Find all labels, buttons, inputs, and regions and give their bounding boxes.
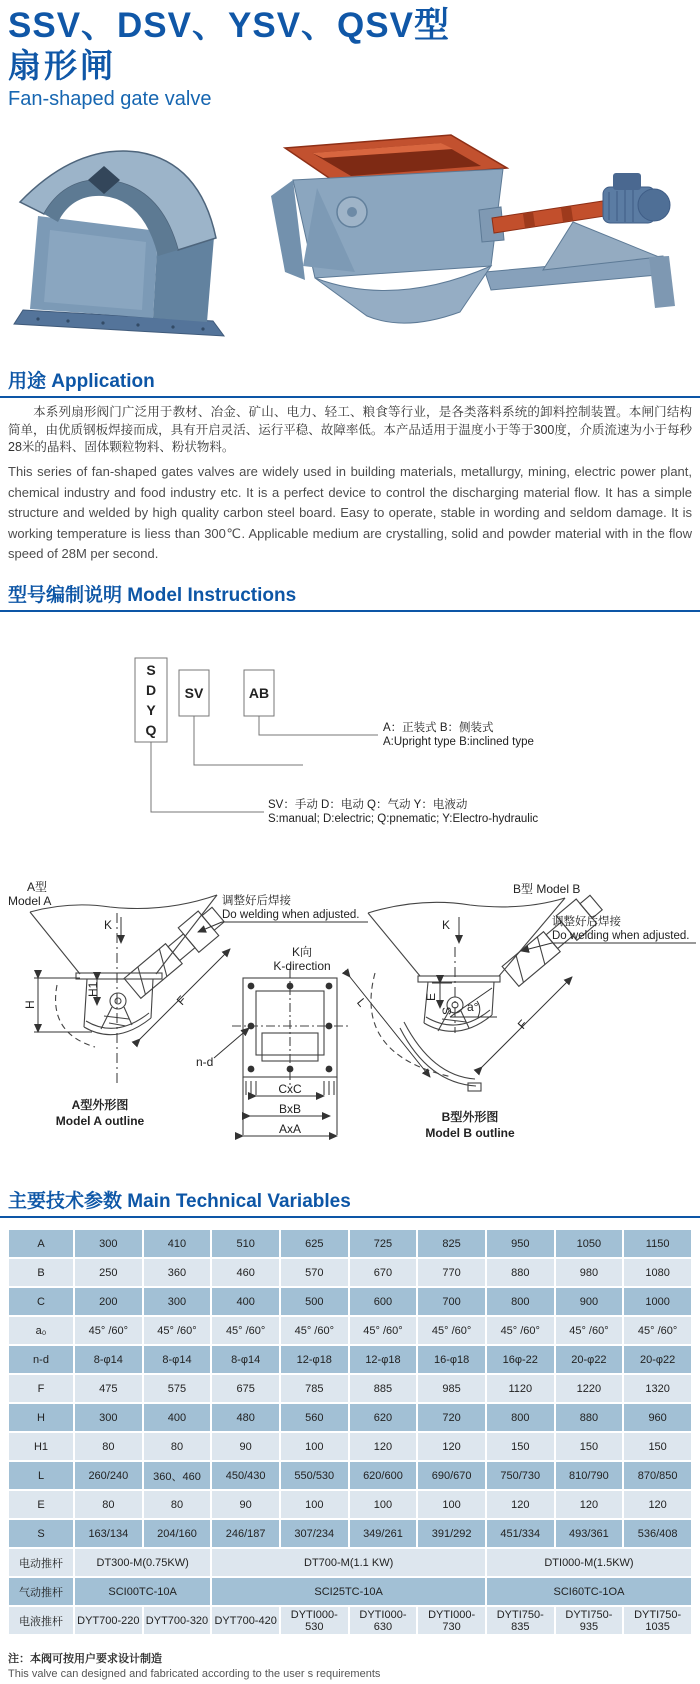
table-cell: 120 bbox=[487, 1491, 554, 1518]
table-cell: 700 bbox=[418, 1288, 485, 1315]
table-cell: DYTI000-730 bbox=[418, 1607, 485, 1634]
table-cell: 250 bbox=[75, 1259, 142, 1286]
model-box1-letter-q: Q bbox=[145, 722, 157, 738]
tech-table-heading: 主要技术参数 Main Technical Variables bbox=[8, 1191, 351, 1212]
application-paragraph-cn bbox=[8, 404, 692, 457]
table-cell: 985 bbox=[418, 1375, 485, 1402]
row-label: H bbox=[9, 1404, 73, 1431]
table-cell: 460 bbox=[212, 1259, 279, 1286]
cxc-dim-label: CxC bbox=[278, 1082, 302, 1096]
f-dim-label-b: F bbox=[514, 1017, 531, 1032]
table-row bbox=[9, 1578, 691, 1605]
footer-note bbox=[8, 1652, 380, 1682]
sdyq-note-cn: SV：手动 D：电动 Q：气动 Y：电液动 bbox=[268, 799, 468, 811]
table-cell: 880 bbox=[487, 1259, 554, 1286]
table-row bbox=[9, 1375, 691, 1402]
table-row bbox=[9, 1607, 691, 1634]
table-cell: 8-φ14 bbox=[212, 1346, 279, 1373]
a-angle-label: a° bbox=[467, 1000, 479, 1014]
table-cell: 810/790 bbox=[556, 1462, 623, 1489]
table-cell: 150 bbox=[624, 1433, 691, 1460]
h1-dim-label: H1 bbox=[86, 981, 100, 997]
page-title-line2: 扇形闸 bbox=[8, 47, 116, 84]
table-cell: 80 bbox=[75, 1433, 142, 1460]
table-cell: 120 bbox=[556, 1491, 623, 1518]
table-cell: 45° /60° bbox=[624, 1317, 691, 1344]
tech-table-wrap bbox=[7, 1228, 693, 1636]
table-cell: 1000 bbox=[624, 1288, 691, 1315]
table-cell: 800 bbox=[487, 1288, 554, 1315]
weld-note-a-en: Do welding when adjusted. bbox=[222, 909, 360, 921]
section-rule bbox=[0, 610, 700, 612]
row-label: A bbox=[9, 1230, 73, 1257]
table-cell: 493/361 bbox=[556, 1520, 623, 1547]
table-cell: 1050 bbox=[556, 1230, 623, 1257]
row-label: C bbox=[9, 1288, 73, 1315]
table-cell: 1220 bbox=[556, 1375, 623, 1402]
table-cell: DT700-M(1.1 KW) bbox=[212, 1549, 485, 1576]
application-heading: 用途 Application bbox=[8, 371, 155, 392]
section-rule bbox=[0, 1216, 700, 1218]
table-cell: 100 bbox=[418, 1491, 485, 1518]
table-cell: 750/730 bbox=[487, 1462, 554, 1489]
weld-note-b-cn: 调整好后焊接 bbox=[552, 916, 621, 928]
k-dim-label-b: K bbox=[442, 918, 451, 932]
table-cell: 536/408 bbox=[624, 1520, 691, 1547]
model-a-caption-cn: A型外形图 bbox=[71, 1098, 129, 1112]
product-photo-model-b bbox=[255, 130, 675, 335]
table-cell: 600 bbox=[350, 1288, 417, 1315]
table-cell: DYTI000-530 bbox=[281, 1607, 348, 1634]
k-direction-en: K-direction bbox=[273, 959, 331, 973]
table-cell: SCI25TC-10A bbox=[212, 1578, 485, 1605]
table-cell: 8-φ14 bbox=[75, 1346, 142, 1373]
table-cell: 45° /60° bbox=[144, 1317, 211, 1344]
table-cell: 480 bbox=[212, 1404, 279, 1431]
table-cell: 120 bbox=[418, 1433, 485, 1460]
table-cell: 90 bbox=[212, 1491, 279, 1518]
ab-note-cn: A：正装式 B：侧装式 bbox=[383, 722, 494, 734]
s-dim-label: S bbox=[440, 1006, 454, 1015]
table-cell: 100 bbox=[281, 1491, 348, 1518]
table-cell: 260/240 bbox=[75, 1462, 142, 1489]
row-label: 气动推杆 bbox=[9, 1578, 73, 1605]
application-paragraph-en: This series of fan-shaped gates valves are widely used in building materials, metallurgy, mining, electric power plant, chemical industry and food industry etc. It is a perfect device to control the discharging material flow. It has a simple structure and welded by high quality carbon steel board. Easy to operate, stable in wording and seldom damage. It is working temperature is liess than 300℃. Applicable medium are crystalling, solid and powder material with in the flow speed of 28M per second. bbox=[8, 464, 692, 561]
table-cell: 45° /60° bbox=[556, 1317, 623, 1344]
table-cell: SCI00TC-10A bbox=[75, 1578, 210, 1605]
table-cell: 620 bbox=[350, 1404, 417, 1431]
table-cell: 1120 bbox=[487, 1375, 554, 1402]
table-cell: 300 bbox=[75, 1404, 142, 1431]
table-cell: 1150 bbox=[624, 1230, 691, 1257]
table-cell: 80 bbox=[75, 1491, 142, 1518]
tech-table bbox=[7, 1228, 693, 1636]
table-cell: 510 bbox=[212, 1230, 279, 1257]
table-cell: 400 bbox=[212, 1288, 279, 1315]
table-cell: 451/334 bbox=[487, 1520, 554, 1547]
table-cell: 80 bbox=[144, 1433, 211, 1460]
title-block bbox=[8, 6, 450, 112]
table-cell: 1320 bbox=[624, 1375, 691, 1402]
section-rule bbox=[0, 396, 700, 398]
model-box2-label: SV bbox=[184, 685, 204, 701]
table-cell: 400 bbox=[144, 1404, 211, 1431]
table-cell: 80 bbox=[144, 1491, 211, 1518]
row-label: H1 bbox=[9, 1433, 73, 1460]
sdyq-note-en: S:manual; D:electric; Q:pnematic; Y:Electro-hydraulic bbox=[268, 813, 539, 825]
table-cell: 391/292 bbox=[418, 1520, 485, 1547]
table-cell: 575 bbox=[144, 1375, 211, 1402]
table-row bbox=[9, 1346, 691, 1373]
valve-photo-right bbox=[255, 130, 675, 330]
table-row bbox=[9, 1317, 691, 1344]
table-cell: 12-φ18 bbox=[350, 1346, 417, 1373]
page-subtitle: Fan-shaped gate valve bbox=[8, 88, 212, 110]
footer-note-en: This valve can designed and fabricated according to the user s requirements bbox=[8, 1668, 381, 1680]
table-cell: 45° /60° bbox=[281, 1317, 348, 1344]
table-cell: 950 bbox=[487, 1230, 554, 1257]
row-label: L bbox=[9, 1462, 73, 1489]
k-direction-cn: K向 bbox=[291, 945, 313, 959]
table-cell: 885 bbox=[350, 1375, 417, 1402]
table-row bbox=[9, 1404, 691, 1431]
table-row bbox=[9, 1549, 691, 1576]
footer-note-cn: 注：本阀可按用户要求设计制造 bbox=[8, 1653, 162, 1665]
model-b-label: B型 Model B bbox=[513, 882, 581, 896]
table-cell: 560 bbox=[281, 1404, 348, 1431]
table-cell: 870/850 bbox=[624, 1462, 691, 1489]
model-a-label-cn: A型 bbox=[27, 880, 48, 894]
table-cell: 150 bbox=[487, 1433, 554, 1460]
table-cell: DYT700-220 bbox=[75, 1607, 142, 1634]
table-cell: 720 bbox=[418, 1404, 485, 1431]
outline-drawings bbox=[0, 855, 700, 1147]
row-label: n-d bbox=[9, 1346, 73, 1373]
model-box1-letter-d: D bbox=[145, 682, 157, 698]
row-label: E bbox=[9, 1491, 73, 1518]
row-label: S bbox=[9, 1520, 73, 1547]
table-cell: 500 bbox=[281, 1288, 348, 1315]
table-cell: 300 bbox=[75, 1230, 142, 1257]
bxb-dim-label: BxB bbox=[278, 1102, 302, 1116]
table-cell: 300 bbox=[144, 1288, 211, 1315]
table-cell: DYT700-420 bbox=[212, 1607, 279, 1634]
row-label: F bbox=[9, 1375, 73, 1402]
model-box1-letter-s: S bbox=[146, 662, 156, 678]
table-cell: 16-φ18 bbox=[418, 1346, 485, 1373]
table-cell: 90 bbox=[212, 1433, 279, 1460]
row-label: a₀ bbox=[9, 1317, 73, 1344]
table-cell: DYTI750-1035 bbox=[624, 1607, 691, 1634]
table-cell: 980 bbox=[556, 1259, 623, 1286]
table-cell: 410 bbox=[144, 1230, 211, 1257]
model-a-label-en: Model A bbox=[8, 894, 52, 908]
nd-dim-label: n-d bbox=[196, 1055, 214, 1069]
table-cell: DTI000-M(1.5KW) bbox=[487, 1549, 691, 1576]
valve-photo-left bbox=[8, 138, 243, 338]
table-cell: 450/430 bbox=[212, 1462, 279, 1489]
table-cell: 20-φ22 bbox=[556, 1346, 623, 1373]
model-a-caption-en: Model A outline bbox=[55, 1114, 145, 1128]
f-dim-label-a: F bbox=[173, 993, 190, 1008]
table-cell: 12-φ18 bbox=[281, 1346, 348, 1373]
table-cell: 360、460 bbox=[144, 1462, 211, 1489]
weld-note-a-cn: 调整好后焊接 bbox=[222, 895, 291, 907]
h-dim-label: H bbox=[23, 1000, 37, 1009]
table-cell: 670 bbox=[350, 1259, 417, 1286]
application-paragraph-cn-text: 本系列扇形阀门广泛用于教材、冶金、矿山、电力、轻工、粮食等行业，是各类落料系统的卸料控制装置。本闸门结构简单，由优质钢板焊接而成，具有开启灵活、运行平稳、故障率低。本产品适用于温度小于等于300度，介质流速为小于每秒28米的晶料、固体颗粒物料、粉状物料。 bbox=[8, 405, 692, 454]
table-cell: DYT700-320 bbox=[144, 1607, 211, 1634]
table-cell: 100 bbox=[281, 1433, 348, 1460]
table-cell: DYTI750-935 bbox=[556, 1607, 623, 1634]
k-dim-label-a: K bbox=[104, 918, 113, 932]
table-cell: 675 bbox=[212, 1375, 279, 1402]
page-title-line1: SSV、DSV、YSV、QSV型 bbox=[8, 6, 450, 45]
model-a-outline-drawing bbox=[30, 895, 229, 1047]
table-cell: DT300-M(0.75KW) bbox=[75, 1549, 210, 1576]
table-cell: 150 bbox=[556, 1433, 623, 1460]
table-cell: 120 bbox=[350, 1433, 417, 1460]
table-cell: 246/187 bbox=[212, 1520, 279, 1547]
table-cell: 960 bbox=[624, 1404, 691, 1431]
table-cell: 204/160 bbox=[144, 1520, 211, 1547]
table-cell: 307/234 bbox=[281, 1520, 348, 1547]
table-cell: 163/134 bbox=[75, 1520, 142, 1547]
table-cell: DYTI750-835 bbox=[487, 1607, 554, 1634]
table-row bbox=[9, 1491, 691, 1518]
table-cell: 1080 bbox=[624, 1259, 691, 1286]
table-row bbox=[9, 1520, 691, 1547]
table-cell: 825 bbox=[418, 1230, 485, 1257]
table-cell: 690/670 bbox=[418, 1462, 485, 1489]
row-label: 电液推杆 bbox=[9, 1607, 73, 1634]
table-cell: 16φ-22 bbox=[487, 1346, 554, 1373]
model-box1-letter-y: Y bbox=[146, 702, 156, 718]
table-cell: 620/600 bbox=[350, 1462, 417, 1489]
model-instructions-heading: 型号编制说明 Model Instructions bbox=[8, 585, 297, 606]
table-cell: 625 bbox=[281, 1230, 348, 1257]
table-cell: 45° /60° bbox=[75, 1317, 142, 1344]
table-cell: 800 bbox=[487, 1404, 554, 1431]
table-cell: 570 bbox=[281, 1259, 348, 1286]
table-cell: 900 bbox=[556, 1288, 623, 1315]
table-cell: 475 bbox=[75, 1375, 142, 1402]
table-row bbox=[9, 1288, 691, 1315]
table-row bbox=[9, 1462, 691, 1489]
table-cell: SCI60TC-1OA bbox=[487, 1578, 691, 1605]
table-row bbox=[9, 1259, 691, 1286]
table-row bbox=[9, 1433, 691, 1460]
table-row bbox=[9, 1230, 691, 1257]
table-cell: 20-φ22 bbox=[624, 1346, 691, 1373]
table-cell: 45° /60° bbox=[487, 1317, 554, 1344]
table-cell: 725 bbox=[350, 1230, 417, 1257]
table-cell: 100 bbox=[350, 1491, 417, 1518]
model-b-caption-en: Model B outline bbox=[425, 1126, 515, 1140]
table-cell: 120 bbox=[624, 1491, 691, 1518]
table-cell: 200 bbox=[75, 1288, 142, 1315]
table-cell: 45° /60° bbox=[212, 1317, 279, 1344]
table-cell: DYTI000-630 bbox=[350, 1607, 417, 1634]
row-label: B bbox=[9, 1259, 73, 1286]
table-cell: 8-φ14 bbox=[144, 1346, 211, 1373]
tech-table-body bbox=[9, 1230, 691, 1634]
weld-note-b-en: Do welding when adjusted. bbox=[552, 930, 690, 942]
table-cell: 45° /60° bbox=[350, 1317, 417, 1344]
model-code-diagram bbox=[0, 615, 700, 853]
e-dim-label: E bbox=[424, 992, 438, 1001]
table-cell: 880 bbox=[556, 1404, 623, 1431]
axa-dim-label: AxA bbox=[278, 1122, 302, 1136]
table-cell: 785 bbox=[281, 1375, 348, 1402]
product-photo-model-a bbox=[8, 138, 243, 343]
table-cell: 349/261 bbox=[350, 1520, 417, 1547]
model-box3-label: AB bbox=[248, 685, 270, 701]
model-b-caption-cn: B型外形图 bbox=[441, 1110, 499, 1124]
l-dim-label: L bbox=[354, 995, 370, 1010]
row-label: 电动推杆 bbox=[9, 1549, 73, 1576]
table-cell: 360 bbox=[144, 1259, 211, 1286]
table-cell: 550/530 bbox=[281, 1462, 348, 1489]
table-cell: 45° /60° bbox=[418, 1317, 485, 1344]
ab-note-en: A:Upright type B:inclined type bbox=[383, 736, 534, 748]
table-cell: 770 bbox=[418, 1259, 485, 1286]
